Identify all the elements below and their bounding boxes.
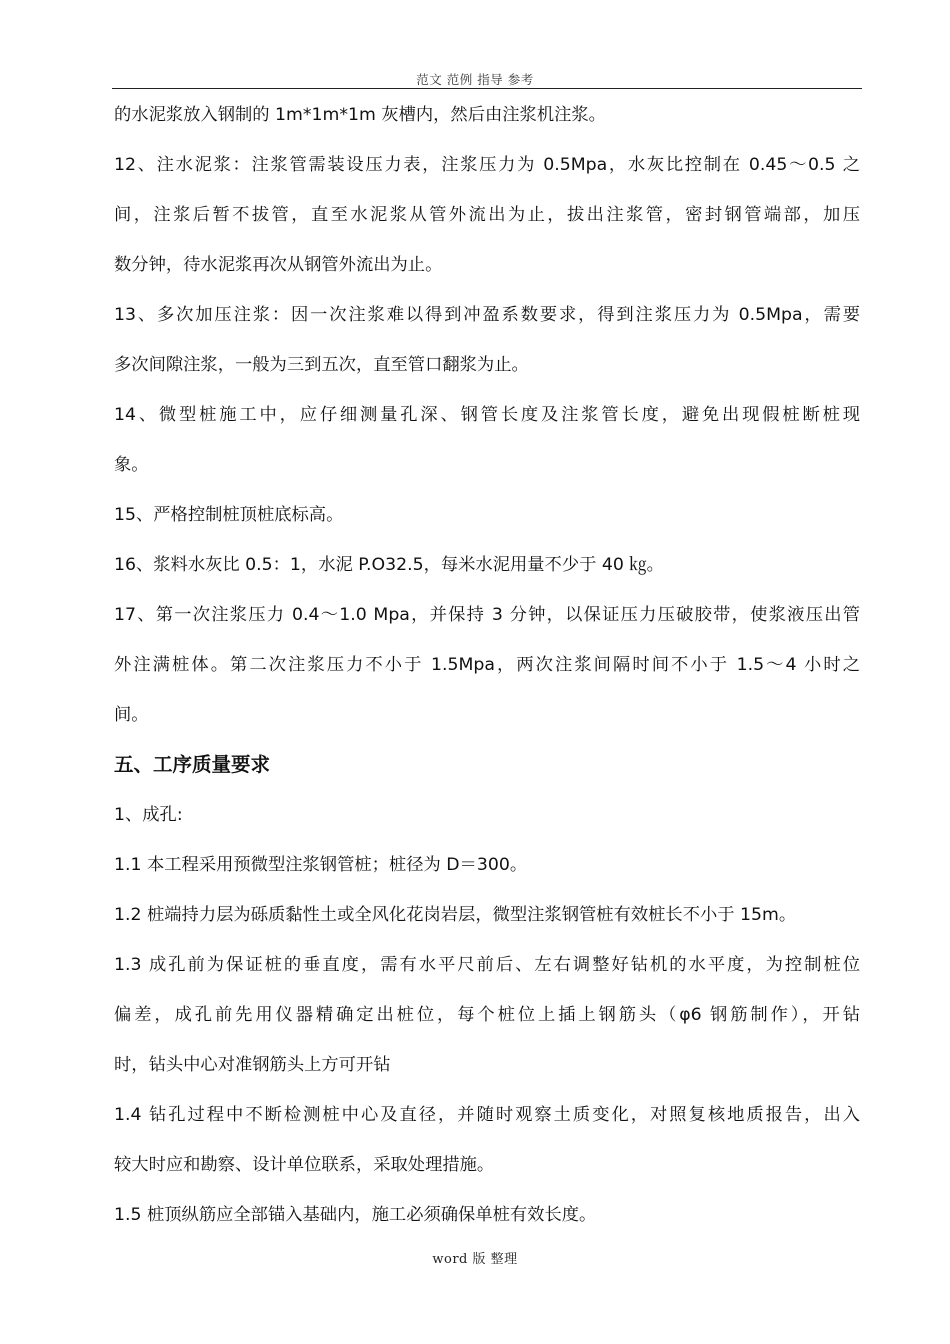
paragraph-line: 的水泥浆放入钢制的 1m*1m*1m 灰槽内，然后由注浆机注浆。 [114, 105, 606, 125]
paragraph-line: 1.1 本工程采用预微型注浆钢管桩；桩径为 D＝300。 [114, 855, 528, 875]
paragraph-line: 12、注水泥浆：注浆管需装设压力表，注浆压力为 0.5Mpa，水灰比控制在 0.45～0.5 之 [114, 155, 860, 175]
paragraph-line: 1.4 钻孔过程中不断检测桩中心及直径，并随时观察土质变化，对照复核地质报告，出入 [114, 1105, 860, 1125]
paragraph-line: 间，注浆后暂不拔管，直至水泥浆从管外流出为止，拔出注浆管，密封钢管端部，加压 [114, 205, 860, 225]
page-footer: word 版 整理 [432, 1252, 518, 1267]
paragraph-line: 象。 [114, 455, 149, 475]
paragraph-line: 1.2 桩端持力层为砾质黏性土或全风化花岗岩层，微型注浆钢管桩有效桩长不小于 15m。 [114, 905, 797, 925]
section-heading: 五、工序质量要求 [114, 753, 271, 776]
paragraph-line: 时，钻头中心对准钢筋头上方可开钻 [114, 1055, 391, 1075]
paragraph-line: 间。 [114, 705, 149, 725]
paragraph-line: 多次间隙注浆，一般为三到五次，直至管口翻浆为止。 [114, 355, 529, 375]
paragraph-line: 16、浆料水灰比 0.5：1，水泥 P.O32.5，每米水泥用量不少于 40 ㎏。 [114, 555, 664, 575]
paragraph-line: 13、多次加压注浆：因一次注浆难以得到冲盈系数要求，得到注浆压力为 0.5Mpa，需要 [114, 305, 860, 325]
paragraph-line: 17、第一次注浆压力 0.4～1.0 Mpa，并保持 3 分钟，以保证压力压破胶带，使浆液压出管 [114, 605, 860, 625]
document-body [114, 90, 860, 1240]
paragraph-line: 14、微型桩施工中，应仔细测量孔深、钢管长度及注浆管长度，避免出现假桩断桩现 [114, 405, 860, 425]
paragraph-line: 1.3 成孔前为保证桩的垂直度，需有水平尺前后、左右调整好钻机的水平度，为控制桩位 [114, 955, 860, 975]
paragraph-line: 偏差，成孔前先用仪器精确定出桩位，每个桩位上插上钢筋头（φ6 钢筋制作），开钻 [114, 1005, 860, 1025]
paragraph-line: 外注满桩体。第二次注浆压力不小于 1.5Mpa，两次注浆间隔时间不小于 1.5～4 小时之 [114, 655, 860, 675]
header-rule [112, 88, 862, 89]
page-header: 范文 范例 指导 参考 [416, 72, 534, 87]
paragraph-line: 1.5 桩顶纵筋应全部锚入基础内，施工必须确保单桩有效长度。 [114, 1205, 597, 1225]
paragraph-line: 较大时应和勘察、设计单位联系，采取处理措施。 [114, 1155, 495, 1175]
paragraph-line: 数分钟，待水泥浆再次从钢管外流出为止。 [114, 255, 443, 275]
paragraph-line: 1、成孔: [114, 805, 183, 825]
paragraph-line: 15、严格控制桩顶桩底标高。 [114, 505, 344, 525]
